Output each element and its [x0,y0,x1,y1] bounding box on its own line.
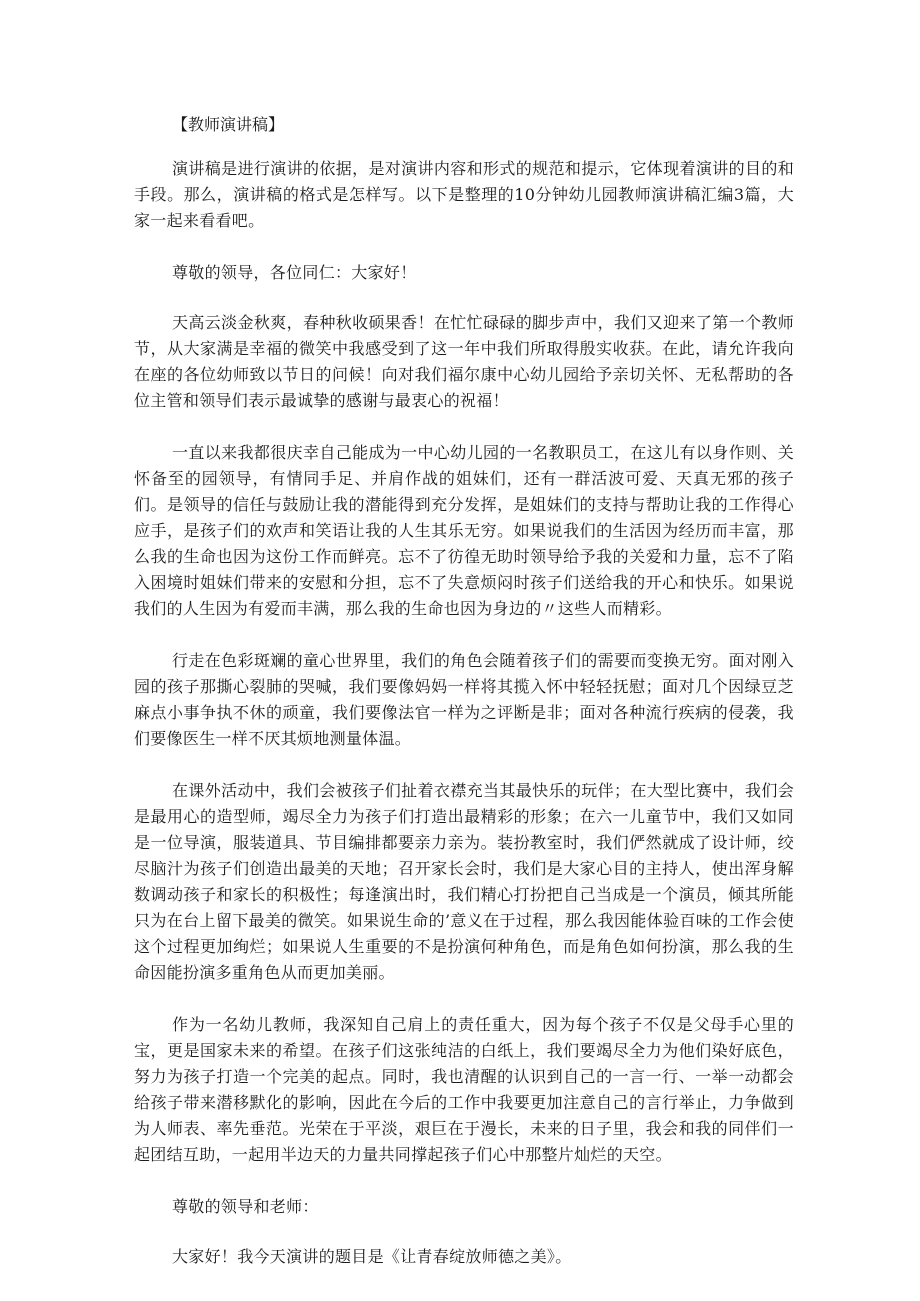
intro-paragraph: 演讲稿是进行演讲的依据，是对演讲内容和形式的规范和提示，它体现着演讲的目的和手段。那么，演讲稿的格式是怎样写。以下是整理的10分钟幼儿园教师演讲稿汇编3篇，大家一起来看看吧。 [134,159,794,230]
greeting-paragraph: 尊敬的领导，各位同仁：大家好！ [172,263,417,282]
body-paragraph: 行走在色彩斑斓的童心世界里，我们的角色会随着孩子们的需要而变换无穷。面对刚入园的孩子那撕心裂肺的哭喊，我们要像妈妈一样将其揽入怀中轻轻抚慰；面对几个因绿豆芝麻点小事争执不休的顽童，我们要像法官一样为之评断是非；面对各种流行疾病的侵袭，我们要像医生一样不厌其烦地测量体温。 [134,651,794,748]
document-heading: 【教师演讲稿】 [172,115,285,134]
second-speech-greeting: 尊敬的领导和老师： [172,1197,319,1216]
body-paragraph: 作为一名幼儿教师，我深知自己肩上的责任重大，因为每个孩子不仅是父母手心里的宝，更是国家未来的希望。在孩子们这张纯洁的白纸上，我们要竭尽全力为他们染好底色，努力为孩子打造一个完美的起点。同时，我也清醒的认识到自己的一言一行、一举一动都会给孩子带来潜移默化的影响，因此在今后的工作中我要更加注意自己的言行举止，力争做到为人师表、率先垂范。光荣在于平淡，艰巨在于漫长，未来的日子里，我会和我的同伴们一起团结互助，一起用半边天的力量共同撑起孩子们心中那整片灿烂的天空。 [134,1015,794,1164]
body-paragraph: 一直以来我都很庆幸自己能成为一中心幼儿园的一名教职员工，在这儿有以身作则、关怀备至的园领导，有情同手足、并肩作战的姐妹们，还有一群活波可爱、天真无邪的孩子们。是领导的信任与鼓励让我的潜能得到充分发挥，是姐妹们的支持与帮助让我的工作得心应手，是孩子们的欢声和笑语让我的人生其乐无穷。如果说我们的生活因为经历而丰富，那么我的生命也因为这份工作而鲜亮。忘不了彷徨无助时领导给予我的关爱和力量，忘不了陷入困境时姐妹们带来的安慰和分担，忘不了失意烦闷时孩子们送给我的开心和快乐。如果说我们的人生因为有爱而丰满，那么我的生命也因为身边的〃这些人而精彩。 [134,443,794,618]
second-speech-opening: 大家好！我今天演讲的题目是《让青春绽放师德之美》。 [172,1247,572,1266]
body-paragraph: 天高云淡金秋爽，春种秋收硕果香！在忙忙碌碌的脚步声中，我们又迎来了第一个教师节，从大家满是幸福的微笑中我感受到了这一年中我们所取得殷实收获。在此，请允许我向在座的各位幼师致以节日的问候！向对我们福尔康中心幼儿园给予亲切关怀、无私帮助的各位主管和领导们表示最诚挚的感谢与最衷心的祝福！ [134,313,794,410]
body-paragraph: 在课外活动中，我们会被孩子们扯着衣襟充当其最快乐的玩伴；在大型比赛中，我们会是最用心的造型师，竭尽全力为孩子们打造出最精彩的形象；在六一儿童节中，我们又如同是一位导演，服装道具、节目编排都要亲力亲为。装扮教室时，我们俨然就成了设计师，绞尽脑汁为孩子们创造出最美的天地；召开家长会时，我们是大家心目的主持人，使出浑身解数调动孩子和家长的积极性；每逢演出时，我们精心打扮把自己当成是一个演员，倾其所能只为在台上留下最美的微笑。如果说生命的’意义在于过程，那么我因能体验百味的工作会使这个过程更加绚烂；如果说人生重要的不是扮演何种角色，而是角色如何扮演，那么我的生命因能扮演多重角色从而更加美丽。 [134,781,794,982]
document-body [134,112,794,1294]
